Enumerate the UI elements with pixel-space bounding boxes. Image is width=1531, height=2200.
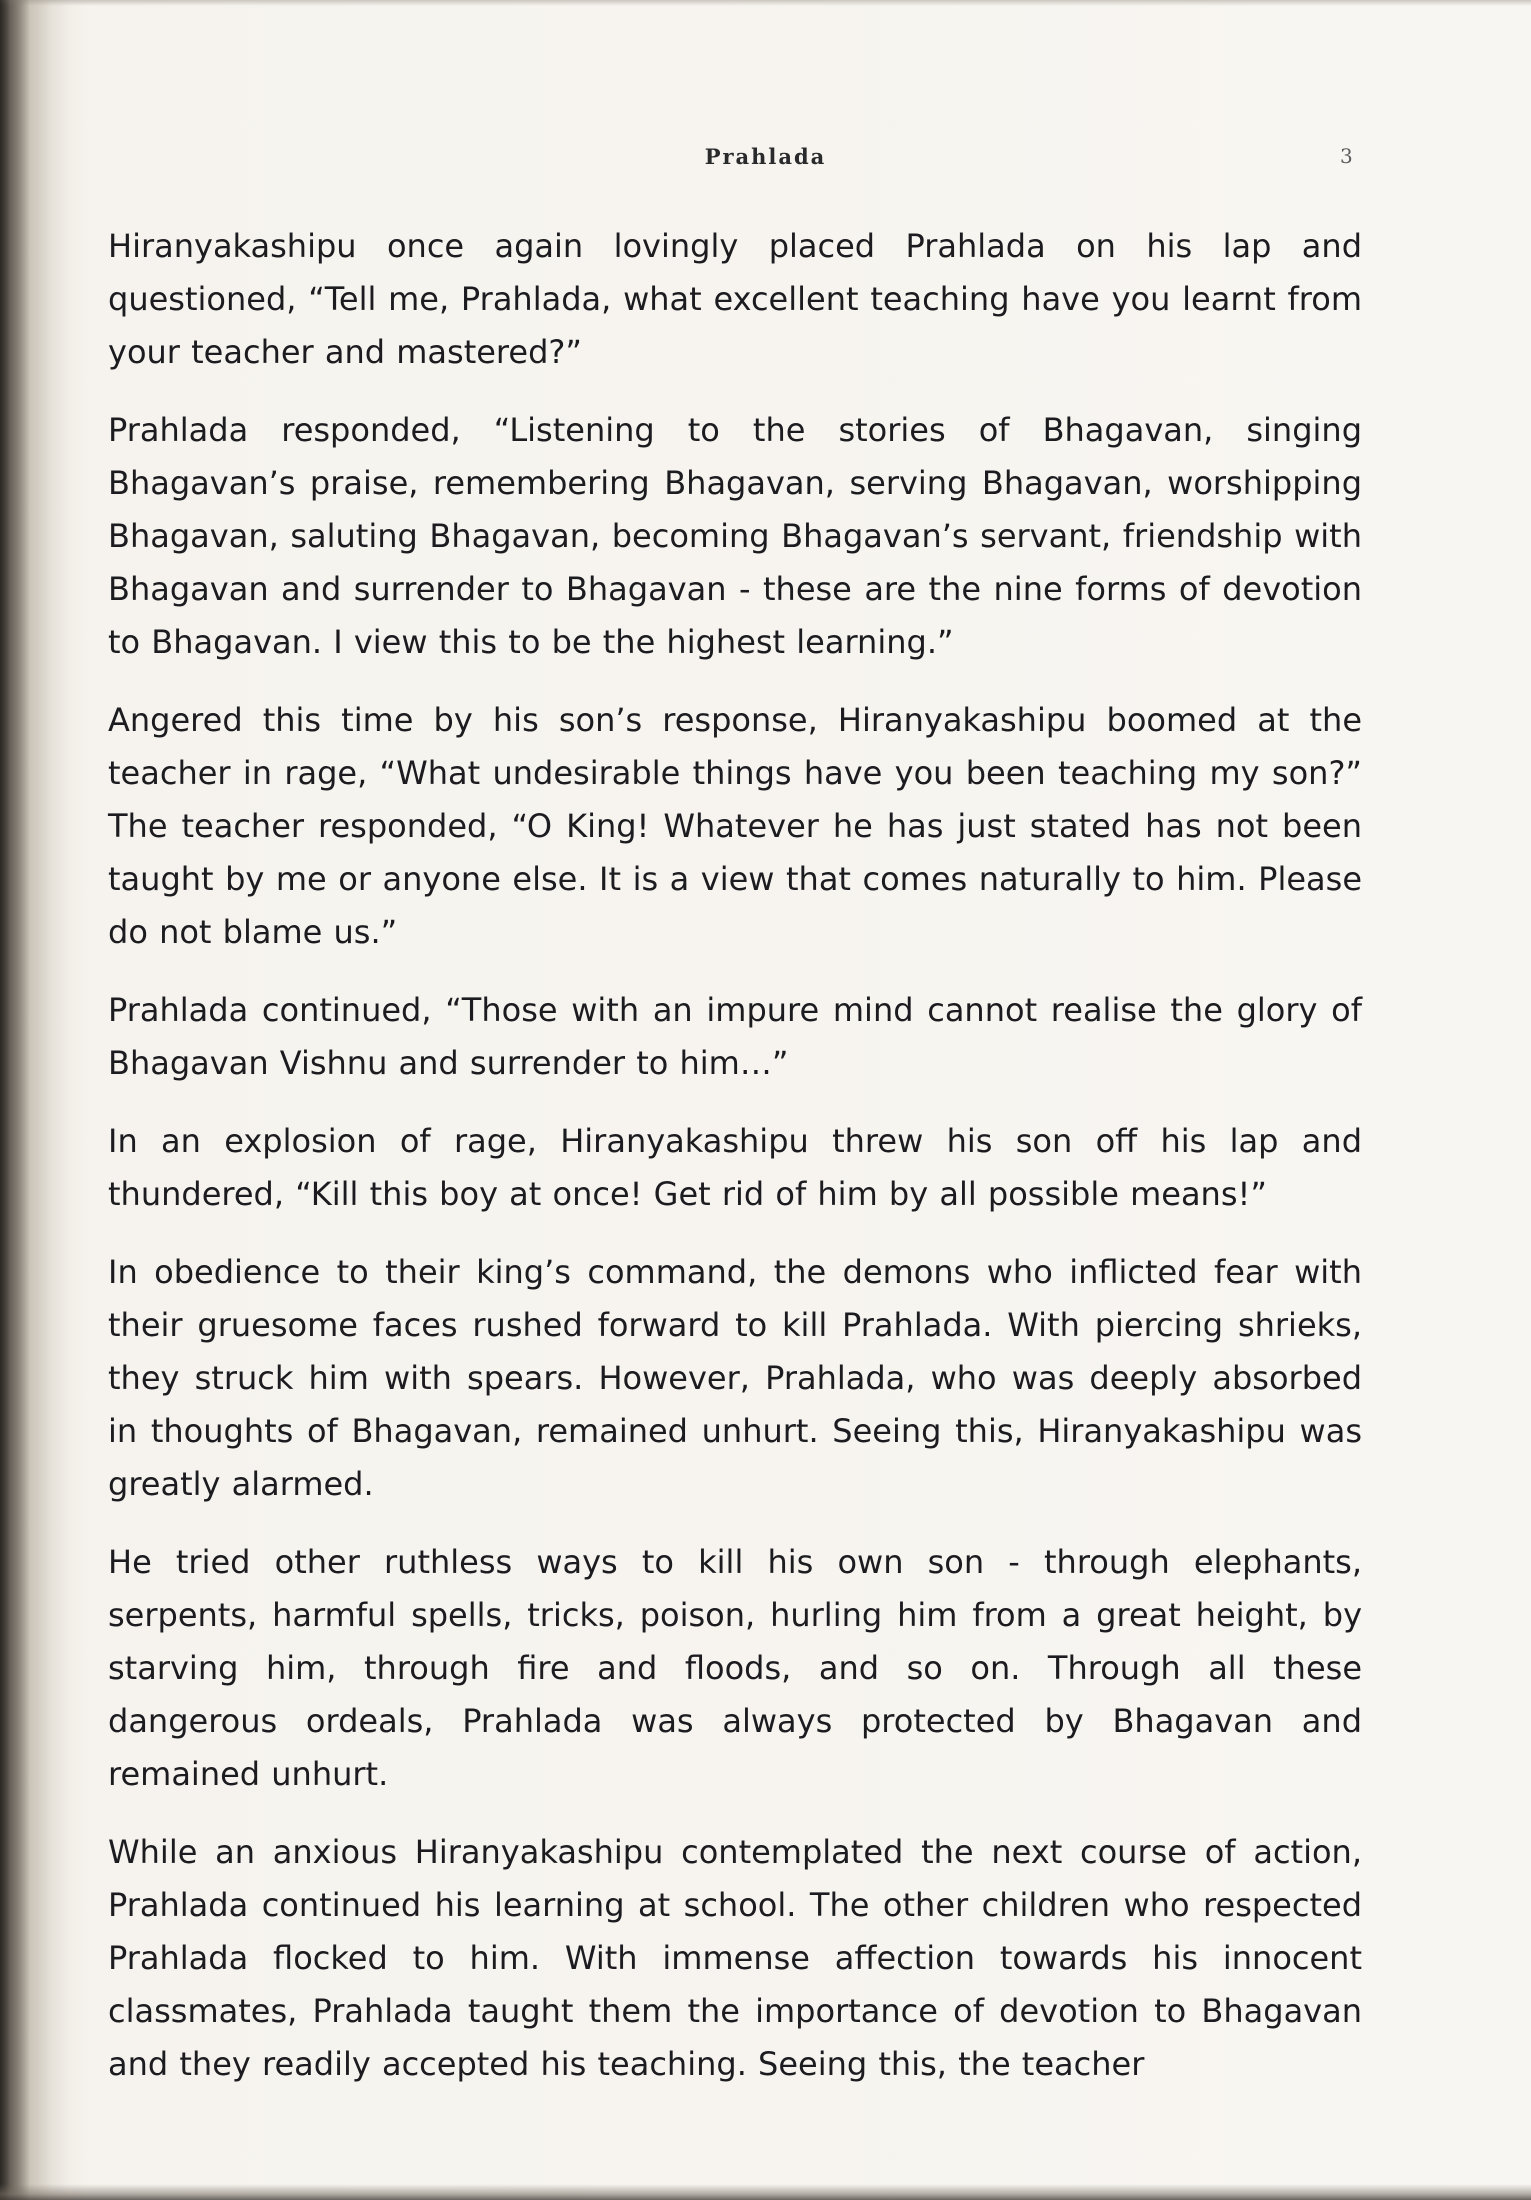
- page-top-edge: [0, 0, 1531, 6]
- paragraph: He tried other ruthless ways to kill his own son - through elephants, serpents, harmful spells, tricks, poison, hurling him from a great height, by starving him, through fire and floods, and so on. Through all these dangerous ordeals, Prahlada was always protected by Bhagavan and remained unhurt.: [108, 1543, 1362, 1793]
- paragraph: Prahlada responded, “Listening to the stories of Bhagavan, singing Bhagavan’s praise, remembering Bhagavan, serving Bhagavan, worshipping Bhagavan, saluting Bhagavan, becoming Bhagavan’s servant, friendship with Bhagavan and surrender to Bhagavan - these are the nine forms of devotion to Bhagavan. I view this to be the highest learning.”: [108, 411, 1362, 661]
- paragraph: While an anxious Hiranyakashipu contemplated the next course of action, Prahlada continued his learning at school. The other children who respected Prahlada flocked to him. With immense affection towards his innocent classmates, Prahlada taught them the importance of devotion to Bhagavan and they readily accepted his teaching. Seeing this, the teacher: [108, 1833, 1362, 2083]
- body-text: [108, 220, 1362, 2116]
- paragraph: Prahlada continued, “Those with an impure mind cannot realise the glory of Bhagavan Vishnu and surrender to him…”: [108, 991, 1362, 1082]
- paragraph: Angered this time by his son’s response, Hiranyakashipu boomed at the teacher in rage, “What undesirable things have you been teaching my son?” The teacher responded, “O King! Whatever he has just stated has not been taught by me or anyone else. It is a view that comes naturally to him. Please do not blame us.”: [108, 701, 1362, 951]
- running-head: Prahlada: [704, 144, 827, 169]
- paragraph: In an explosion of rage, Hiranyakashipu threw his son off his lap and thundered, “Kill this boy at once! Get rid of him by all possible means!”: [108, 1122, 1362, 1213]
- book-spine-shadow: [0, 0, 70, 2200]
- paragraph: Hiranyakashipu once again lovingly placed Prahlada on his lap and questioned, “Tell me, Prahlada, what excellent teaching have you learnt from your teacher and mastered?”: [108, 227, 1362, 371]
- page-number: 3: [1340, 144, 1353, 168]
- page-bottom-edge: [0, 2184, 1531, 2200]
- paragraph: In obedience to their king’s command, the demons who inflicted fear with their gruesome faces rushed forward to kill Prahlada. With piercing shrieks, they struck him with spears. However, Prahlada, who was deeply absorbed in thoughts of Bhagavan, remained unhurt. Seeing this, Hiranyakashipu was greatly alarmed.: [108, 1253, 1362, 1503]
